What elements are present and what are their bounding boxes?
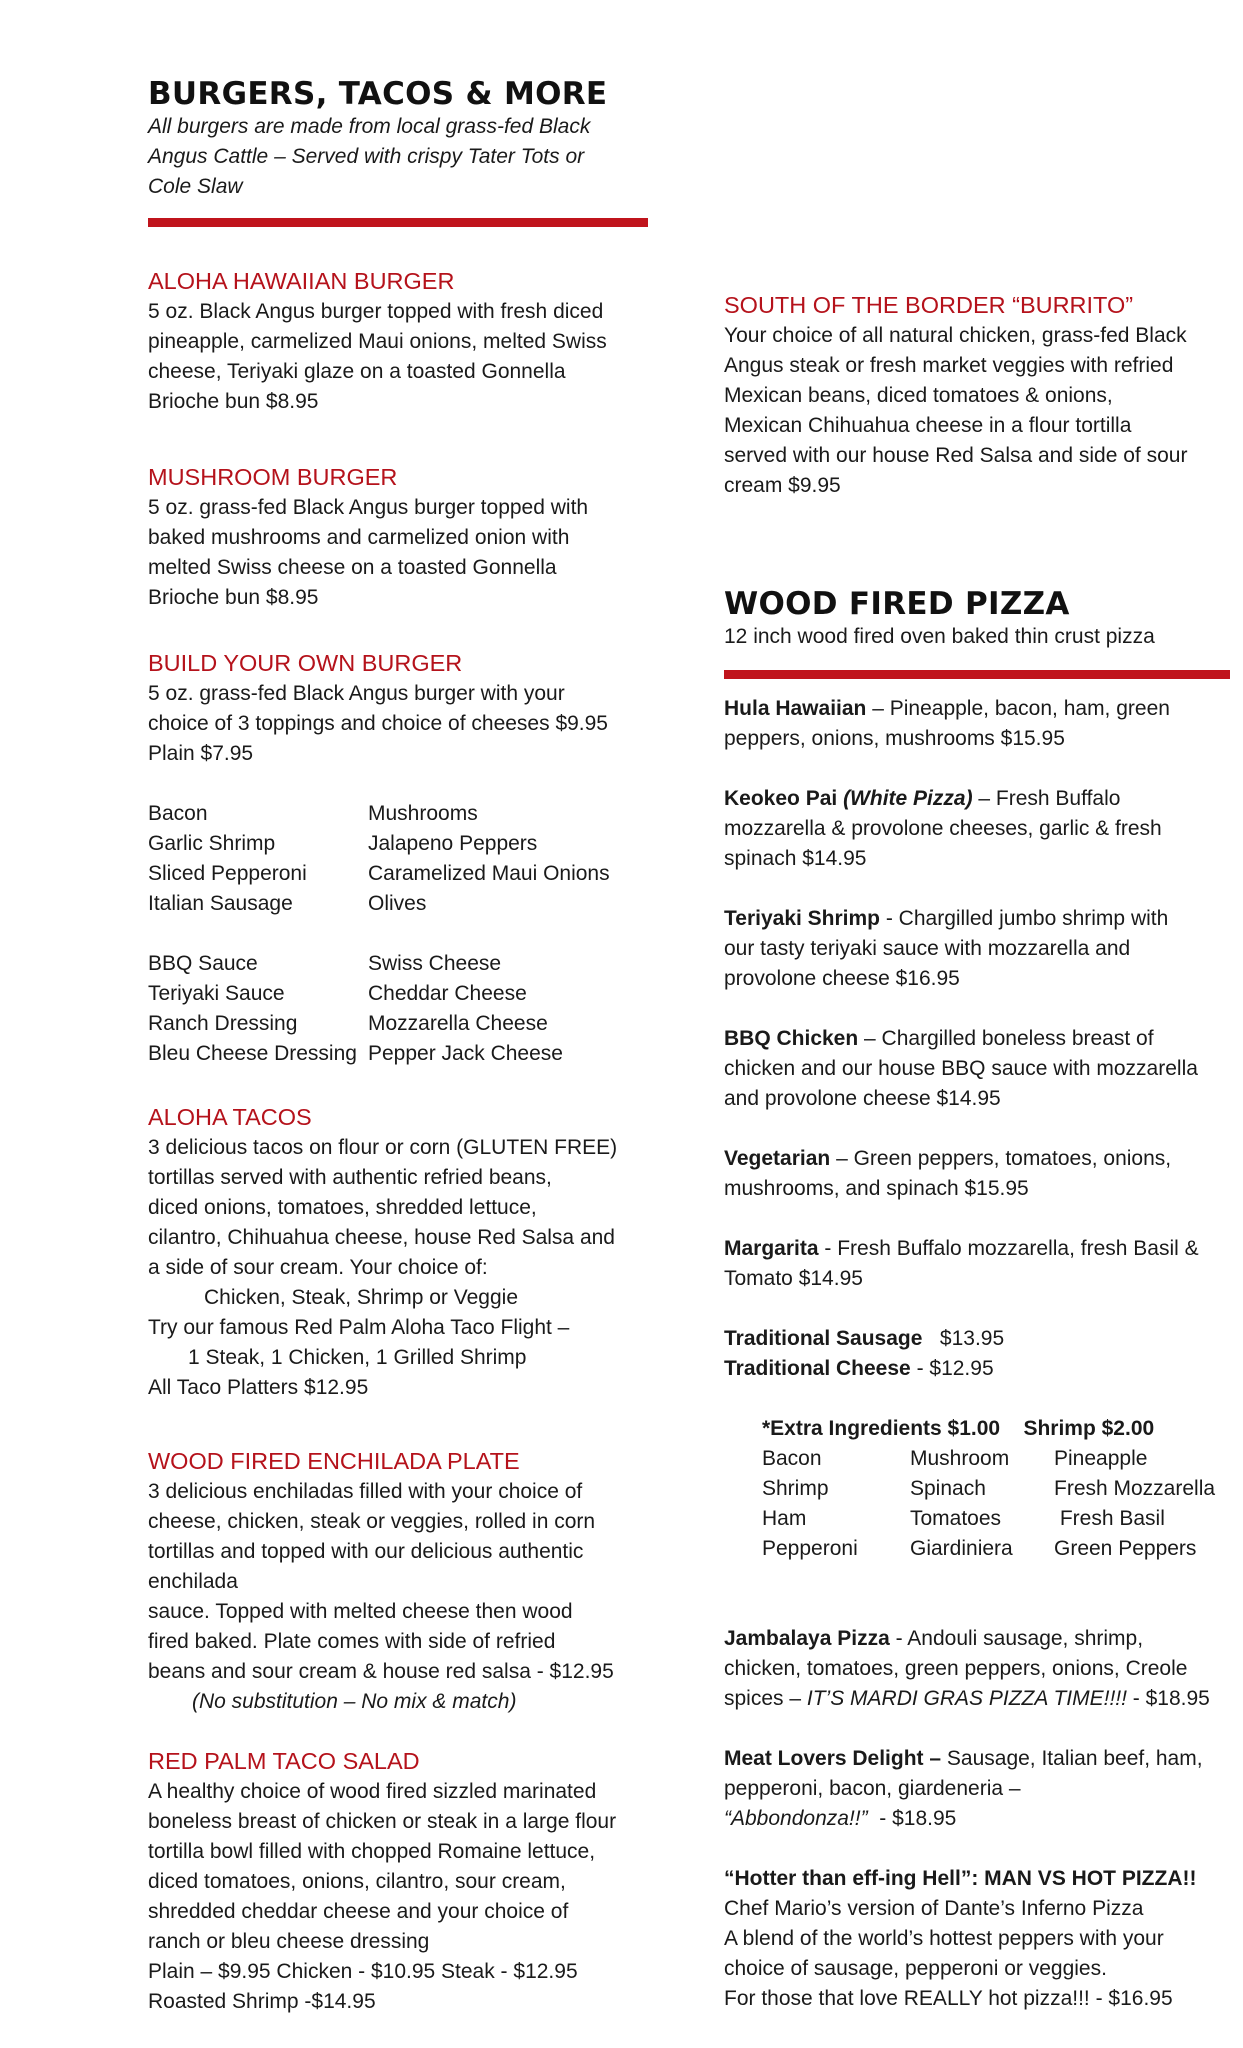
pizza-subtitle: 12 inch wood fired oven baked thin crust pizza xyxy=(724,625,1155,648)
extra-ingredients-grid xyxy=(762,1444,1242,1564)
ingredient: Pepperoni xyxy=(762,1537,858,1560)
ingredient: Ham xyxy=(762,1507,807,1530)
cheese: Cheddar Cheese xyxy=(368,982,527,1005)
topping: Jalapeno Peppers xyxy=(368,832,538,855)
pizza-name: Keokeo Pai xyxy=(724,787,838,810)
item-description: A healthy choice of wood fired sizzled marinated boneless breast of chicken or steak in a large flour tortilla bowl filled with chopped Romaine lettuce, diced tomatoes, onions, cilantro, sour cream, shredded cheddar cheese and your choice of ranch or bleu cheese dressing Plain – $9.95 Chicken - $10.95 Steak - $12.95 Roasted Shrimp -$14.95 xyxy=(148,1780,617,2013)
ingredient: Fresh Mozzarella xyxy=(1054,1477,1216,1500)
ingredient: Fresh Basil xyxy=(1054,1507,1165,1530)
topping: Mushrooms xyxy=(368,802,478,825)
extra-ingredients-heading: *Extra Ingredients $1.00 Shrimp $2.00 xyxy=(762,1417,1155,1440)
pizza-teriyaki-shrimp: Teriyaki Shrimp - Chargilled jumbo shrimp with our tasty teriyaki sauce with mozzarella and provolone cheese $16.95 xyxy=(724,907,1169,990)
topping: Sliced Pepperoni xyxy=(148,862,307,885)
pizza-bbq-chicken: BBQ Chicken – Chargilled boneless breast of chicken and our house BBQ sauce with mozzarella and provolone cheese $14.95 xyxy=(724,1027,1198,1110)
topping: Caramelized Maui Onions xyxy=(368,862,610,885)
ingredient: Shrimp xyxy=(762,1477,829,1500)
pizza-traditional xyxy=(724,1324,1004,1384)
pizza-vegetarian: Vegetarian – Green peppers, tomatoes, onions, mushrooms, and spinach $15.95 xyxy=(724,1147,1172,1200)
menu-item-burrito xyxy=(724,290,1187,501)
item-title: ALOHA TACOS xyxy=(148,1104,312,1130)
pizza-name: Margarita xyxy=(724,1237,819,1260)
pizza-name: Teriyaki Shrimp xyxy=(724,907,881,930)
sauce: Teriyaki Sauce xyxy=(148,982,285,1005)
cheese: Pepper Jack Cheese xyxy=(368,1042,563,1065)
pizza-man-vs-hot: “Hotter than eff-ing Hell”: MAN VS HOT PIZZA!! Chef Mario’s version of Dante’s Inferno Pizza A blend of the world’s hottest peppers with your choice of sausage, pepperoni or veggies. For those that love REALLY hot pizza!!! - $16.95 xyxy=(724,1864,1196,2014)
topping: Bacon xyxy=(148,802,208,825)
sauce: Ranch Dressing xyxy=(148,1012,298,1035)
pizza-name: Meat Lovers Delight – xyxy=(724,1747,942,1770)
pizza-name: Hula Hawaiian xyxy=(724,697,867,720)
red-divider-burgers xyxy=(148,218,648,227)
pizza-name: BBQ Chicken xyxy=(724,1027,859,1050)
item-title: RED PALM TACO SALAD xyxy=(148,1748,420,1774)
ingredient: Tomatoes xyxy=(910,1507,1002,1530)
ingredient: Spinach xyxy=(910,1477,986,1500)
cheese: Mozzarella Cheese xyxy=(368,1012,548,1035)
red-divider-pizza xyxy=(724,670,1230,679)
item-title: ALOHA HAWAIIAN BURGER xyxy=(148,268,455,294)
pizza-name: Jambalaya Pizza xyxy=(724,1627,890,1650)
ingredient: Pineapple xyxy=(1054,1447,1148,1470)
toppings-list xyxy=(148,799,668,919)
item-description: 5 oz. grass-fed Black Angus burger with your choice of 3 toppings and choice of cheeses $9.95 Plain $7.95 xyxy=(148,682,608,765)
cheese: Swiss Cheese xyxy=(368,952,502,975)
topping: Garlic Shrimp xyxy=(148,832,276,855)
item-title: MUSHROOM BURGER xyxy=(148,464,398,490)
pizza-name: Vegetarian xyxy=(724,1147,831,1170)
ingredient: Giardiniera xyxy=(910,1537,1013,1560)
sauces-cheeses-list xyxy=(148,949,668,1069)
pizza-margarita: Margarita - Fresh Buffalo mozzarella, fresh Basil & Tomato $14.95 xyxy=(724,1237,1199,1290)
extra-ingredients xyxy=(762,1414,1242,1564)
menu-item-aloha-tacos xyxy=(148,1102,617,1403)
pizza-name: “Hotter than eff-ing Hell”: MAN VS HOT PIZZA!! xyxy=(724,1867,1197,1890)
topping: Olives xyxy=(368,892,427,915)
pizza-traditional-cheese: Traditional Cheese - $12.95 xyxy=(724,1357,994,1380)
topping: Italian Sausage xyxy=(148,892,293,915)
ingredient: Green Peppers xyxy=(1054,1537,1197,1560)
menu-item-mushroom-burger xyxy=(148,462,588,613)
sauce: BBQ Sauce xyxy=(148,952,258,975)
ingredient: Bacon xyxy=(762,1447,822,1470)
menu-item-taco-salad xyxy=(148,1746,616,2017)
section-title-pizza: WOOD FIRED PIZZA xyxy=(724,586,1070,622)
section-title-burgers: BURGERS, TACOS & MORE xyxy=(148,76,608,112)
pizza-jambalaya: Jambalaya Pizza - Andouli sausage, shrimp, chicken, tomatoes, green peppers, onions, Creole spices – IT’S MARDI GRAS PIZZA TIME!!!! - $18.95 xyxy=(724,1627,1210,1710)
menu-item-build-your-own-burger xyxy=(148,648,668,1069)
item-description: 3 delicious enchiladas filled with your choice of cheese, chicken, steak or veggies, rolled in corn tortillas and topped with our delicious authentic enchilada sauce. Topped with melted cheese then wood fired baked. Plate comes with side of refried beans and sour cream & house red salsa - $12.95 (No substitution – No mix & match) xyxy=(148,1477,614,1717)
item-description: 5 oz. grass-fed Black Angus burger topped with baked mushrooms and carmelized onion with melted Swiss cheese on a toasted Gonnella Brioche bun $8.95 xyxy=(148,496,589,609)
pizza-traditional-sausage: Traditional Sausage $13.95 xyxy=(724,1327,1005,1350)
item-title: WOOD FIRED ENCHILADA PLATE xyxy=(148,1448,520,1474)
item-title: SOUTH OF THE BORDER “BURRITO” xyxy=(724,292,1134,318)
burgers-subtitle: All burgers are made from local grass-fed Black Angus Cattle – Served with crispy Tater Tots or Cole Slaw xyxy=(148,115,591,198)
pizza-meat-lovers: Meat Lovers Delight – Sausage, Italian beef, ham, pepperoni, bacon, giardeneria – “Abbondonza!!” - $18.95 xyxy=(724,1747,1203,1830)
menu-item-aloha-burger xyxy=(148,266,607,417)
pizza-keokeo-pai: Keokeo Pai (White Pizza) – Fresh Buffalo mozzarella & provolone cheeses, garlic & fresh spinach $14.95 xyxy=(724,787,1162,870)
item-note: (No substitution – No mix & match) xyxy=(192,1690,517,1713)
ingredient: Mushroom xyxy=(910,1447,1010,1470)
pizza-hula-hawaiian: Hula Hawaiian – Pineapple, bacon, ham, green peppers, onions, mushrooms $15.95 xyxy=(724,697,1170,750)
item-description: 3 delicious tacos on flour or corn (GLUTEN FREE) tortillas served with authentic refried beans, diced onions, tomatoes, shredded lettuce, cilantro, Chihuahua cheese, house Red Salsa and a side of sour cream. Your choice of: Chicken, Steak, Shrimp or Veggie Try our famous Red Palm Aloha Taco Flight – 1 Steak, 1 Chicken, 1 Grilled Shrimp All Taco Platters $12.95 xyxy=(148,1136,618,1399)
item-description: 5 oz. Black Angus burger topped with fresh diced pineapple, carmelized Maui onions, melted Swiss cheese, Teriyaki glaze on a toasted Gonnella Brioche bun $8.95 xyxy=(148,300,607,413)
menu-item-enchilada-plate xyxy=(148,1446,614,1717)
sauce: Bleu Cheese Dressing xyxy=(148,1042,357,1065)
item-description: Your choice of all natural chicken, grass-fed Black Angus steak or fresh market veggies with refried Mexican beans, diced tomatoes & onions, Mexican Chihuahua cheese in a flour tortilla served with our house Red Salsa and side of sour cream $9.95 xyxy=(724,324,1188,497)
item-title: BUILD YOUR OWN BURGER xyxy=(148,650,463,676)
